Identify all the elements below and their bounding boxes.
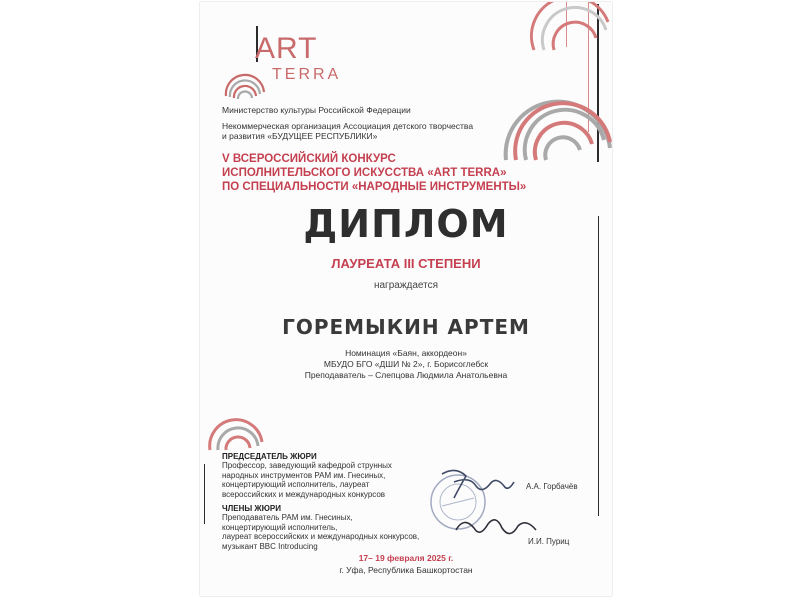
logo-terra: TERRA xyxy=(272,66,342,83)
jury-chair-block xyxy=(222,452,392,499)
awarded-label: награждается xyxy=(373,280,439,291)
recipient-name: ГОРЕМЫКИН АРТЕМ xyxy=(282,315,530,339)
member-signature-icon xyxy=(452,510,538,544)
fingerprint-logo-icon xyxy=(222,66,268,102)
organization-line-1: Некоммерческая организация Ассоциация детского творчества xyxy=(222,121,474,131)
diploma-sheet xyxy=(200,2,612,596)
ministry-line: Министерство культуры Российской Федерации xyxy=(222,105,411,115)
laureate-degree: ЛАУРЕАТА III СТЕПЕНИ xyxy=(331,256,481,271)
jury-chair-text-2: народных инструментов РАМ им. Гнесиных, xyxy=(222,470,386,480)
organization-line-2: и развития «БУДУЩЕЕ РЕСПУБЛИКИ» xyxy=(222,131,378,141)
contest-title xyxy=(222,152,526,194)
contest-line-1: V ВСЕРОССИЙСКИЙ КОНКУРС xyxy=(222,153,396,165)
contest-line-3: ПО СПЕЦИАЛЬНОСТИ «НАРОДНЫЕ ИНСТРУМЕНТЫ» xyxy=(222,181,527,193)
contest-line-2: ИСПОЛНИТЕЛЬСКОГО ИСКУССТВА «ART TERRA» xyxy=(222,167,507,179)
chair-signature-name: А.А. Горбачёв xyxy=(526,482,578,491)
frame-line-bottom-left xyxy=(204,464,205,524)
jury-members-heading: ЧЛЕНЫ ЖЮРИ xyxy=(222,504,281,513)
member-signature-name: И.И. Пуриц xyxy=(528,537,570,546)
chair-signature-icon xyxy=(436,464,516,504)
fingerprint-decor-bottom-left-icon xyxy=(206,406,266,452)
school-line: МБУДО БГО «ДШИ № 2», г. Борисоглебск xyxy=(323,359,489,369)
jury-chair-text-4: всероссийских и международных конкурсов xyxy=(222,489,386,499)
jury-chair-text-1: Профессор, заведующий кафедрой струнных xyxy=(222,461,392,470)
award-details xyxy=(200,348,612,381)
jury-members-text-2: концертирующий исполнитель, xyxy=(222,522,338,532)
jury-members-text-1: Преподаватель РАМ им. Гнесиных, xyxy=(222,513,353,522)
diploma-title: ДИПЛОМ xyxy=(303,202,509,246)
jury-chair-text-3: концертирующий исполнитель, лауреат xyxy=(222,480,370,489)
jury-members-text-4: музыкант BBC Introducing xyxy=(222,541,318,551)
logo-art: ART xyxy=(255,32,318,65)
event-city: г. Уфа, Республика Башкортостан xyxy=(339,565,473,575)
event-date: 17– 19 февраля 2025 г. xyxy=(358,553,454,563)
nomination-line: Номинация «Баян, аккордеон» xyxy=(345,348,467,358)
fingerprint-decor-top-icon xyxy=(530,2,612,52)
jury-members-block xyxy=(222,504,419,551)
jury-chair-heading: ПРЕДСЕДАТЕЛЬ ЖЮРИ xyxy=(222,452,317,461)
jury-members-text-3: лауреат всероссийских и международных конкурсов, xyxy=(222,532,420,541)
teacher-line: Преподаватель – Слепцова Людмила Анатольевна xyxy=(304,370,508,380)
